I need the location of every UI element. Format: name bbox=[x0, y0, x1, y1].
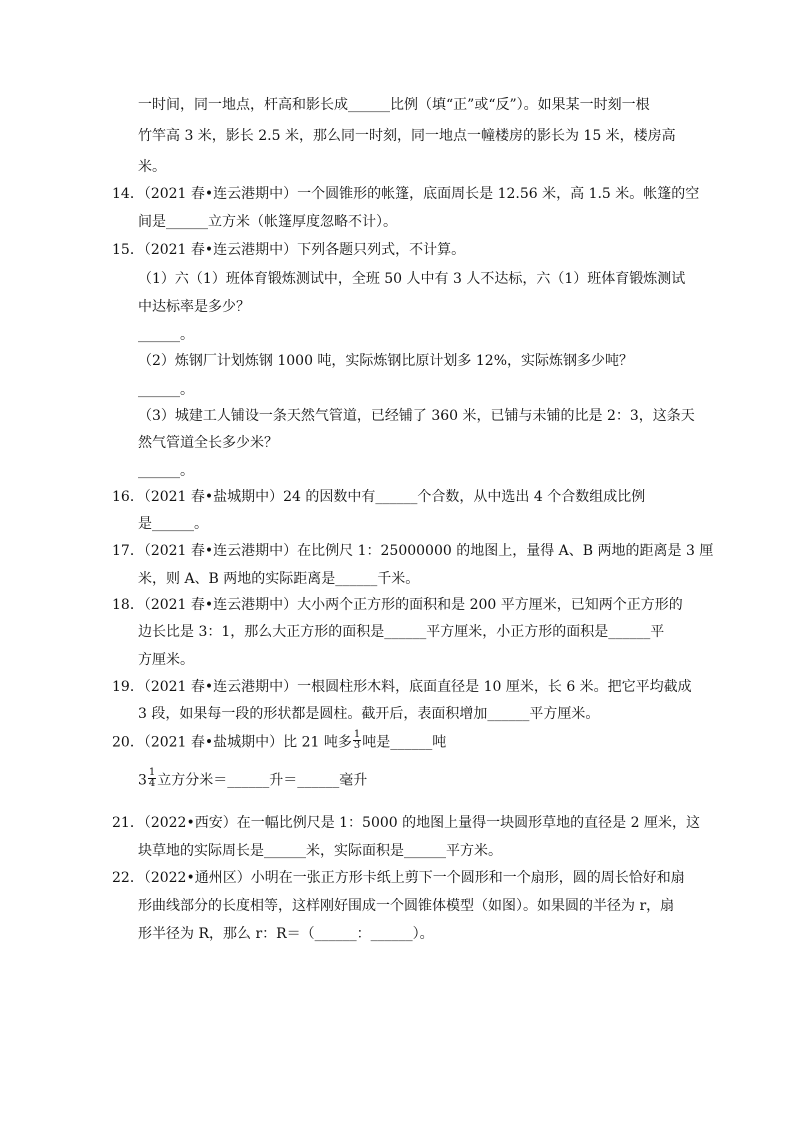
text-line: （3）城建工人铺设一条天然气管道，已经铺了 360 米，已铺与未铺的比是 2：3，这条天 bbox=[138, 408, 695, 424]
text-line: 18．（2021 春•连云港期中）大小两个正方形的面积和是 200 平方厘米，已知两个正方形的 bbox=[112, 597, 683, 613]
text-line: 中达标率是多少？ bbox=[138, 299, 250, 315]
text-line: 形半径为 R，那么 r：R＝（______：______）。 bbox=[138, 926, 434, 942]
text-line: （2）炼钢厂计划炼钢 1000 吨，实际炼钢比原计划多 12%，实际炼钢多少吨？ bbox=[138, 353, 634, 369]
fraction-denominator: 3 bbox=[353, 740, 361, 751]
text-line: 竹竿高 3 米，影长 2.5 米，那么同一时刻，同一地点一幢楼房的影长为 15 米，楼房高 bbox=[138, 128, 676, 144]
question-20-prefix: 20．（2021 春•盐城期中）比 21 吨多 bbox=[112, 734, 352, 751]
question-20-part-b bbox=[138, 767, 368, 791]
fraction-numerator: 1 bbox=[148, 767, 156, 778]
text-line: 21．（2022•西安）在一幅比例尺是 1：5000 的地图上量得一块圆形草地的直径是 2 厘米，这 bbox=[112, 815, 700, 831]
text-line: 17．（2021 春•连云港期中）在比例尺 1：25000000 的地图上，量得 A、B 两地的距离是 3 厘 bbox=[112, 543, 714, 559]
fraction-one-third bbox=[353, 730, 361, 751]
question-20 bbox=[112, 729, 447, 753]
text-line: ______。 bbox=[138, 382, 194, 398]
text-line: 方厘米。 bbox=[138, 652, 194, 668]
text-line: 是______。 bbox=[138, 516, 208, 532]
text-line: 22．（2022•通州区）小明在一张正方形卡纸上剪下一个圆形和一个扇形，圆的周长恰好和扇 bbox=[112, 870, 685, 886]
text-line: 块草地的实际周长是______米，实际面积是______平方米。 bbox=[138, 843, 502, 859]
text-line: 16．（2021 春•盐城期中）24 的因数中有______个合数，从中选出 4 个合数组成比例 bbox=[112, 489, 646, 505]
text-line: 3 段，如果每一段的形状都是圆柱。截开后，表面积增加______平方厘米。 bbox=[138, 706, 600, 722]
fraction-numerator: 1 bbox=[353, 729, 361, 740]
text-line: （1）六（1）班体育锻炼测试中，全班 50 人中有 3 人不达标，六（1）班体育锻炼测试 bbox=[138, 271, 686, 287]
fraction-denominator: 4 bbox=[148, 778, 156, 789]
question-20-suffix: 吨是______吨 bbox=[362, 734, 447, 751]
text-line: 形曲线部分的长度相等，这样刚好围成一个圆锥体模型（如图）。如果圆的半径为 r，扇 bbox=[138, 898, 675, 914]
question-20-part-b-suffix: 立方分米＝______升＝______毫升 bbox=[157, 772, 368, 789]
text-line: 然气管道全长多少米？ bbox=[138, 435, 278, 451]
text-line: 边长比是 3：1，那么大正方形的面积是______平方厘米，小正方形的面积是______平 bbox=[138, 624, 665, 640]
text-line: 米，则 A、B 两地的实际距离是______千米。 bbox=[138, 571, 420, 587]
text-line: 14．（2021 春•连云港期中）一个圆锥形的帐篷，底面周长是 12.56 米，高 1.5 米。帐篷的空 bbox=[112, 186, 700, 202]
text-line: 15．（2021 春•连云港期中）下列各题只列式，不计算。 bbox=[112, 242, 466, 258]
text-line: 一时间，同一地点，杆高和影长成______比例（填“正”或“反”）。如果某一时刻一根 bbox=[138, 97, 650, 113]
text-line: ______。 bbox=[138, 463, 194, 479]
text-line: 间是______立方米（帐篷厚度忽略不计）。 bbox=[138, 214, 397, 230]
text-line: 19．（2021 春•连云港期中）一根圆柱形木料，底面直径是 10 厘米，长 6 米。把它平均截成 bbox=[112, 679, 692, 695]
text-line: 米。 bbox=[138, 159, 166, 175]
fraction-one-quarter bbox=[148, 768, 156, 789]
text-line: ______。 bbox=[138, 327, 194, 343]
mixed-number-whole: 3 bbox=[138, 772, 147, 789]
